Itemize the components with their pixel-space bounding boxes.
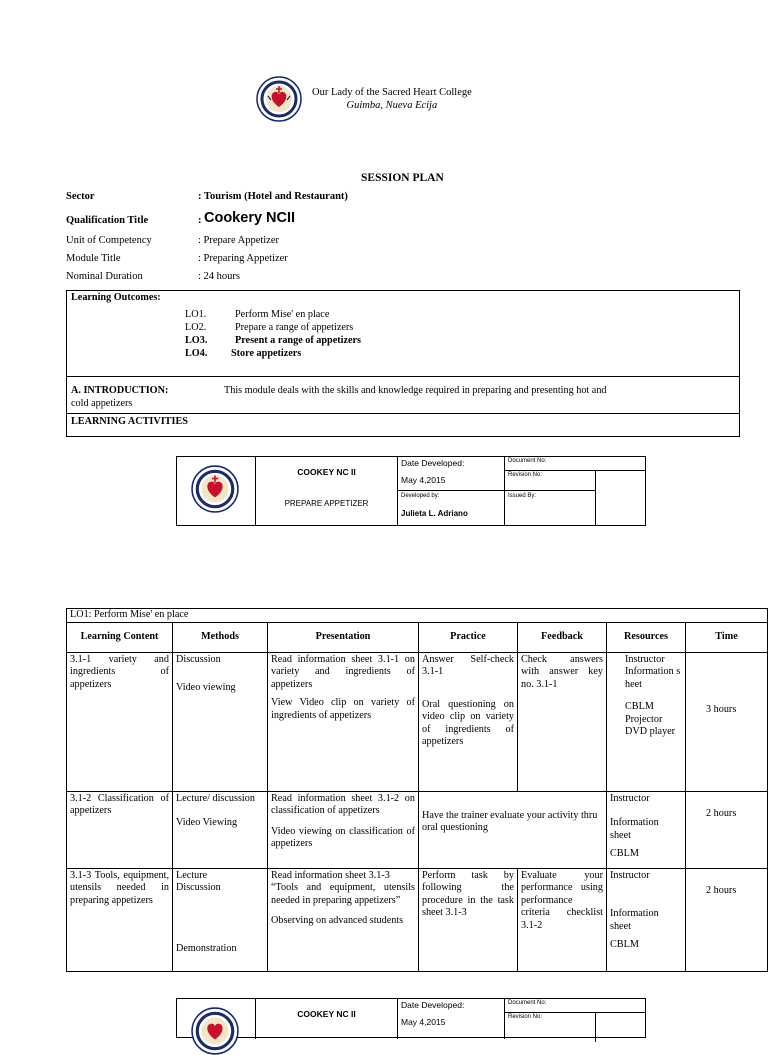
row3-practice: Perform task by following the procedure in the task sheet 3.1-3 xyxy=(419,868,518,971)
row2-content: 3.1-2 Classification of appetizers xyxy=(67,791,173,868)
unit-label: Unit of Competency xyxy=(66,235,152,246)
qualification-colon: : xyxy=(198,215,202,226)
header-learning-content: Learning Content xyxy=(67,622,173,652)
date-developed-value-2: May 4,2015 xyxy=(401,1017,446,1027)
doc-module: PREPARE APPETIZER xyxy=(284,499,369,508)
developed-by-label: Developed by: xyxy=(401,493,440,499)
row1-content: 3.1-1 variety and ingredients of appetizers xyxy=(67,652,173,791)
row2-resource-2: Information sheet xyxy=(610,817,659,841)
developed-by-value: Julieta L. Adriano xyxy=(401,509,468,518)
lo1-code: LO1. xyxy=(185,309,207,320)
row2-presentation xyxy=(268,791,419,868)
school-logo-small-2 xyxy=(191,1007,239,1055)
doc-control-logo-cell xyxy=(177,457,256,525)
row3-resource-2: Information sheet xyxy=(610,908,659,932)
introduction-text-2: cold appetizers xyxy=(71,398,133,409)
row1-presentation-2: View Video clip on variety of ingredients of appetizers xyxy=(271,697,415,721)
school-name: Our Lady of the Sacred Heart College xyxy=(312,87,472,98)
row1-resource-3: CBLM xyxy=(625,701,654,712)
lo1-text: Perform Mise' en place xyxy=(235,309,330,320)
lo1-activity-table xyxy=(66,608,768,972)
header-time: Time xyxy=(686,622,768,652)
row3-presentation xyxy=(268,868,419,971)
document-no-label: Document No: xyxy=(508,458,547,464)
row2-methods xyxy=(173,791,268,868)
row1-resource-1: Instructor xyxy=(625,653,665,665)
row3-presentation-2: “Tools and equipment, utensils needed in preparing appetizers” xyxy=(271,882,415,906)
row1-resource-4: Projector xyxy=(625,713,663,725)
sector-value: : Tourism (Hotel and Restaurant) xyxy=(198,191,348,202)
row3-methods xyxy=(173,868,268,971)
header-resources: Resources xyxy=(607,622,686,652)
learning-outcomes-heading: Learning Outcomes: xyxy=(71,292,161,303)
lo4-text: Store appetizers xyxy=(231,348,302,359)
row1-method-2: Video viewing xyxy=(176,682,236,693)
row3-method-3: Demonstration xyxy=(176,942,237,954)
header-methods: Methods xyxy=(173,622,268,652)
row2-method-1: Lecture/ discussion xyxy=(176,792,255,804)
school-header xyxy=(312,86,472,112)
row2-practice-feedback xyxy=(419,791,607,868)
lo1-table-title: LO1: Perform Mise' en place xyxy=(67,609,768,623)
row1-feedback: Check answers with answer key no. 3.1-1 xyxy=(518,652,607,791)
row1-practice-1: Answer Self-check 3.1-1 xyxy=(422,653,514,677)
row2-presentation-2: Video viewing on classification of appetizers xyxy=(271,825,415,849)
school-logo-small xyxy=(191,465,239,513)
table-row xyxy=(67,791,768,868)
table-row xyxy=(67,868,768,971)
introduction-label: A. INTRODUCTION: xyxy=(71,385,169,396)
doc-control-table xyxy=(176,456,646,526)
date-developed-label: Date Developed: xyxy=(401,458,465,468)
issued-by-label: Issued By: xyxy=(508,493,537,499)
row3-feedback: Evaluate your performance using performance criteria checklist 3.1-2 xyxy=(518,868,607,971)
row3-time-value: 2 hours xyxy=(706,884,737,896)
row1-presentation-1: Read information sheet 3.1-1 on variety and ingredients of appetizers xyxy=(271,653,415,690)
lo3-code: LO3. xyxy=(185,335,208,346)
row2-method-2: Video Viewing xyxy=(176,817,238,828)
learning-activities-heading: LEARNING ACTIVITIES xyxy=(71,416,188,427)
meta-block xyxy=(66,191,666,291)
header-presentation: Presentation xyxy=(268,622,419,652)
row1-presentation xyxy=(268,652,419,791)
page-title: SESSION PLAN xyxy=(361,172,444,184)
row2-resources xyxy=(607,791,686,868)
row1-practice xyxy=(419,652,518,791)
unit-value: : Prepare Appetizer xyxy=(198,235,280,246)
row1-methods xyxy=(173,652,268,791)
row1-time-value: 3 hours xyxy=(706,703,737,715)
row3-resource-3: CBLM xyxy=(610,939,639,950)
date-developed-value: May 4,2015 xyxy=(401,475,446,485)
qualification-label: Qualification Title xyxy=(66,215,149,226)
header-practice: Practice xyxy=(419,622,518,652)
lo2-text: Prepare a range of appetizers xyxy=(235,322,354,333)
row3-content: 3.1-3 Tools, equipment, utensils needed in preparing appetizers xyxy=(67,868,173,971)
table-row xyxy=(67,652,768,791)
duration-value: : 24 hours xyxy=(198,271,240,282)
lo2-code: LO2. xyxy=(185,322,207,333)
row1-method-1: Discussion xyxy=(176,653,221,665)
qualification-value: Cookery NCII xyxy=(204,210,296,226)
doc-course-2: COOKEY NC II xyxy=(297,1009,356,1019)
sector-label: Sector xyxy=(66,191,95,202)
row3-resource-1: Instructor xyxy=(610,869,650,881)
module-label: Module Title xyxy=(66,253,121,264)
row3-time xyxy=(686,868,768,971)
row1-resources xyxy=(607,652,686,791)
row2-resource-1: Instructor xyxy=(610,792,650,804)
row3-resources xyxy=(607,868,686,971)
doc-control-table-2 xyxy=(176,998,646,1038)
row2-time xyxy=(686,791,768,868)
row2-practice-feedback-text: Have the trainer evaluate your activity thru oral questioning xyxy=(422,809,598,833)
revision-no-label-2: Revision No: xyxy=(508,1014,543,1020)
row3-method-1: Lecture xyxy=(176,869,208,881)
module-value: : Preparing Appetizer xyxy=(198,253,288,264)
revision-no-label: Revision No: xyxy=(508,472,543,478)
school-location: Guimba, Nueva Ecija xyxy=(346,100,438,111)
row2-presentation-1: Read information sheet 3.1-2 on classification of appetizers xyxy=(271,792,415,816)
row3-presentation-1: Read information sheet 3.1-3 xyxy=(271,869,390,881)
header-feedback: Feedback xyxy=(518,622,607,652)
lo3-text: Present a range of appetizers xyxy=(235,335,361,346)
row1-resource-5: DVD player xyxy=(625,726,676,737)
doc-course: COOKEY NC II xyxy=(297,467,356,477)
document-no-label-2: Document No: xyxy=(508,1000,547,1006)
row2-time-value: 2 hours xyxy=(706,807,737,819)
introduction-text-1: This module deals with the skills and knowledge required in preparing and presenting hot and xyxy=(224,385,607,396)
row1-practice-2: Oral questioning on video clip on variety of ingredients of appetizers xyxy=(422,698,514,747)
row2-resource-3: CBLM xyxy=(610,848,639,859)
date-developed-label-2: Date Developed: xyxy=(401,1000,465,1010)
duration-label: Nominal Duration xyxy=(66,271,143,282)
school-logo xyxy=(256,76,302,126)
learning-outcomes-box xyxy=(66,290,740,437)
row3-method-2: Discussion xyxy=(176,882,221,893)
row1-time xyxy=(686,652,768,791)
row3-presentation-3: Observing on advanced students xyxy=(271,915,404,926)
row1-resource-2: Information sheet xyxy=(625,666,681,690)
lo4-code: LO4. xyxy=(185,348,208,359)
